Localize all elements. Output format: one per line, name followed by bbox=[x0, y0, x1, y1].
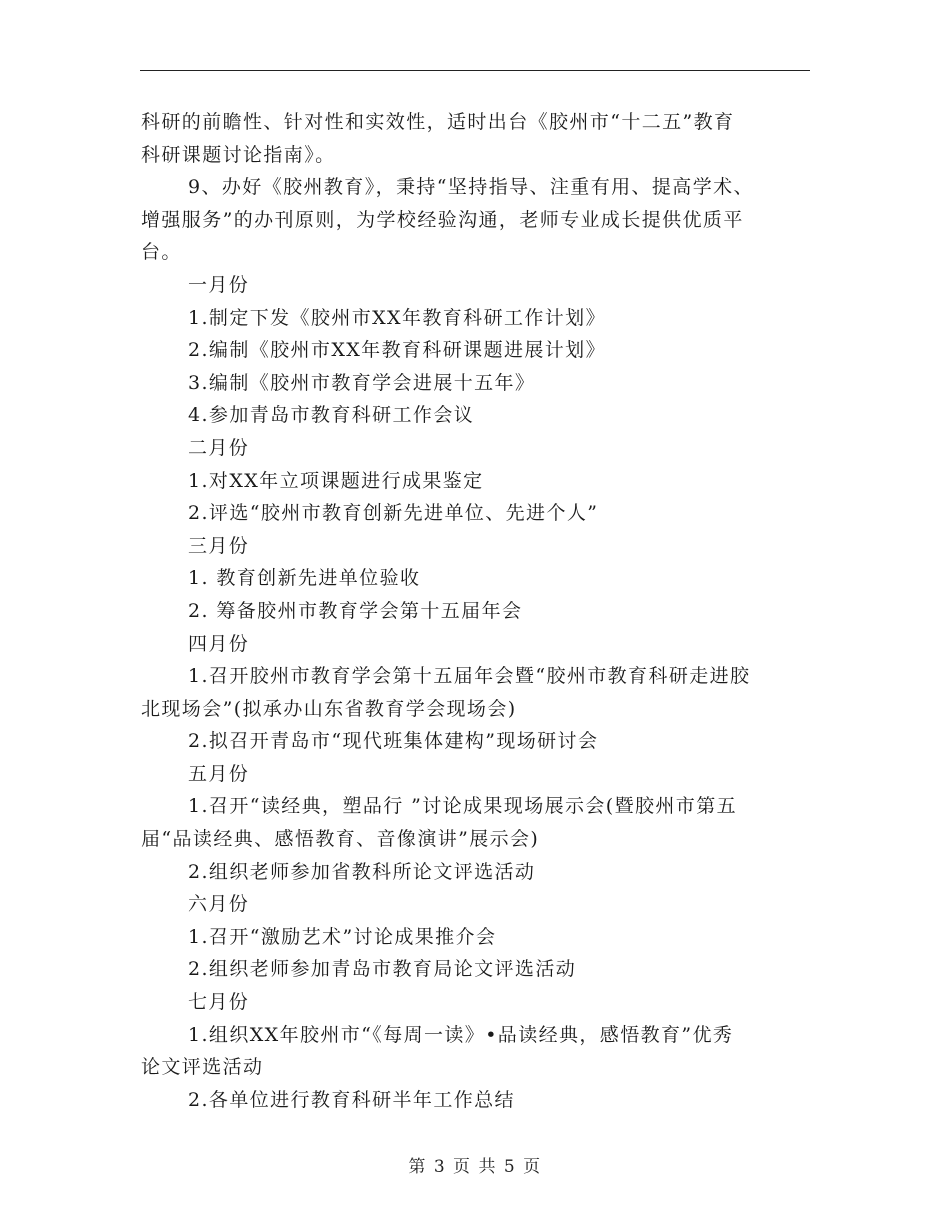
text-line: 北现场会”(拟承办山东省教育学会现场会) bbox=[141, 697, 517, 720]
text-line: 四月份 bbox=[188, 632, 250, 655]
text-line: 1.组织XX年胶州市“《每周一读》•品读经典，感悟教育”优秀 bbox=[188, 1023, 734, 1046]
text-line: 3.编制《胶州市教育学会进展十五年》 bbox=[188, 371, 536, 394]
text-line: 1.召开“读经典，塑品行 ”讨论成果现场展示会(暨胶州市第五 bbox=[188, 795, 738, 818]
text-line: 1.召开“激励艺术”讨论成果推介会 bbox=[188, 925, 497, 948]
text-line: 一月份 bbox=[188, 273, 250, 296]
document-body bbox=[141, 106, 811, 1116]
text-line: 五月份 bbox=[188, 762, 250, 785]
text-line: 1. 教育创新先进单位验收 bbox=[188, 567, 421, 590]
text-line: 七月份 bbox=[188, 991, 250, 1014]
text-line: 4.参加青岛市教育科研工作会议 bbox=[188, 404, 475, 427]
text-line: 六月份 bbox=[188, 893, 250, 916]
text-line: 科研的前瞻性、针对性和实效性，适时出台《胶州市“十二五”教育 bbox=[141, 111, 735, 133]
text-line: 增强服务”的办刊原则，为学校经验沟通，老师专业成长提供优质平 bbox=[141, 208, 744, 231]
header-rule bbox=[140, 70, 810, 71]
text-line: 2. 筹备胶州市教育学会第十五届年会 bbox=[188, 599, 523, 622]
text-line: 届“品读经典、感悟教育、音像演讲”展示会) bbox=[141, 828, 540, 851]
text-line: 9、办好《胶州教育》，秉持“坚持指导、注重有用、提高学术、 bbox=[188, 176, 754, 199]
text-line: 2.组织老师参加青岛市教育局论文评选活动 bbox=[188, 958, 577, 981]
text-line: 1.召开胶州市教育学会第十五届年会暨“胶州市教育科研走进胶 bbox=[188, 665, 751, 688]
text-line: 二月份 bbox=[188, 436, 250, 459]
text-line: 2.拟召开青岛市“现代班集体建构”现场研讨会 bbox=[188, 730, 599, 753]
text-line: 论文评选活动 bbox=[141, 1056, 264, 1079]
text-line: 三月份 bbox=[188, 534, 250, 557]
text-line: 1.制定下发《胶州市XX年教育科研工作计划》 bbox=[188, 306, 606, 329]
text-line: 2.编制《胶州市XX年教育科研课题进展计划》 bbox=[188, 339, 606, 362]
page-footer: 第 3 页 共 5 页 bbox=[408, 1157, 542, 1177]
text-line: 2.评选“胶州市教育创新先进单位、先进个人” bbox=[188, 502, 599, 525]
text-line: 科研课题讨论指南》。 bbox=[141, 143, 336, 166]
text-line: 台。 bbox=[141, 241, 182, 264]
text-line: 2.各单位进行教育科研半年工作总结 bbox=[188, 1088, 515, 1111]
text-line: 2.组织老师参加省教科所论文评选活动 bbox=[188, 860, 536, 883]
text-line: 1.对XX年立项课题进行成果鉴定 bbox=[188, 469, 484, 492]
